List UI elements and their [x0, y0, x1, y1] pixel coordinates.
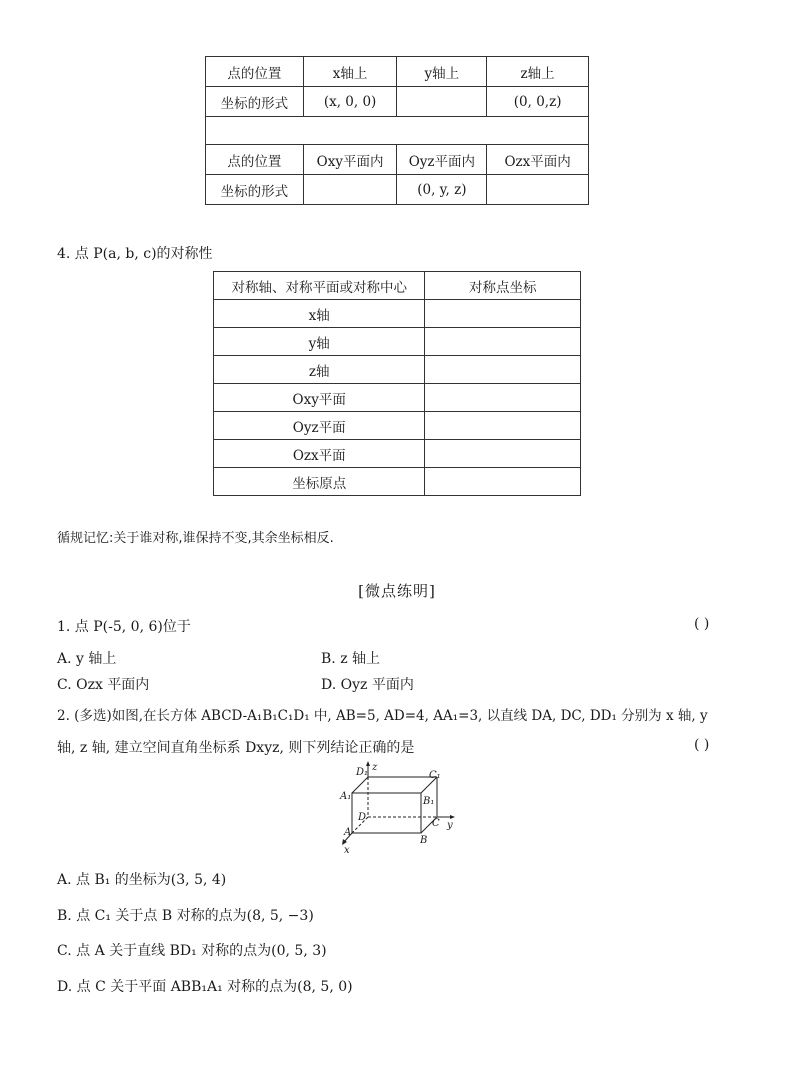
practice-title: [微点练明]: [358, 582, 436, 600]
table-cell: y轴: [214, 328, 425, 356]
label-b: B: [420, 835, 428, 846]
q2-option-b: B. 点 C₁ 关于点 B 对称的点为(8, 5, −3): [57, 908, 314, 924]
table-header-cell: 对称轴、对称平面或对称中心: [214, 272, 425, 300]
table-cell-empty: [425, 412, 581, 440]
table-cell: (0, y, z): [397, 175, 487, 205]
table-cell: 点的位置: [206, 57, 304, 87]
table-cell: Oyz平面内: [397, 145, 487, 175]
table-cell: 坐标原点: [214, 468, 425, 496]
q1-option-c: C. Ozx 平面内: [57, 677, 150, 693]
table-header-cell: 对称点坐标: [425, 272, 581, 300]
answer-blank: ( ): [694, 737, 710, 753]
table-cell-empty: [425, 440, 581, 468]
q2-option-a: A. 点 B₁ 的坐标为(3, 5, 4): [57, 872, 227, 888]
question-1-stem: 1. 点 P(-5, 0, 6)位于: [57, 619, 191, 635]
table-blank-row: [206, 117, 589, 145]
table-cell: (0, 0,z): [487, 87, 589, 117]
q1-option-a: A. y 轴上: [57, 651, 117, 667]
label-c: C: [432, 818, 440, 829]
label-y: y: [447, 820, 453, 831]
table-cell-empty: [425, 328, 581, 356]
cuboid-figure: [330, 760, 470, 860]
table-cell-empty: [425, 468, 581, 496]
table-cell: 点的位置: [206, 145, 304, 175]
table-cell: Oxy平面: [214, 384, 425, 412]
table-cell: x轴上: [303, 57, 397, 87]
table-cell: z轴上: [487, 57, 589, 87]
label-a1: A₁: [340, 791, 352, 802]
table-cell: [487, 175, 589, 205]
label-a: A: [344, 827, 352, 838]
q2-option-d: D. 点 C 关于平面 ABB₁A₁ 对称的点为(8, 5, 0): [57, 979, 353, 995]
table-cell: [303, 175, 397, 205]
table-cell: [397, 87, 487, 117]
q1-option-b: B. z 轴上: [321, 651, 381, 667]
table-cell: z轴: [214, 356, 425, 384]
label-z: z: [372, 762, 378, 773]
symmetry-table: [213, 271, 581, 496]
answer-blank: ( ): [694, 616, 710, 632]
label-c1: C₁: [429, 770, 441, 781]
label-x: x: [344, 845, 350, 856]
label-d: D: [358, 812, 367, 823]
table-cell: Oxy平面内: [303, 145, 397, 175]
table-cell: 坐标的形式: [206, 87, 304, 117]
table-cell-empty: [425, 356, 581, 384]
edge-a1d1: [352, 777, 368, 793]
section-4-title: 4. 点 P(a, b, c)的对称性: [57, 246, 213, 262]
table-cell: Ozx平面: [214, 440, 425, 468]
q2-option-c: C. 点 A 关于直线 BD₁ 对称的点为(0, 5, 3): [57, 943, 327, 959]
label-d1: D₁: [356, 767, 369, 778]
table-cell: (x, 0, 0): [303, 87, 397, 117]
coordinate-form-table: [205, 56, 589, 205]
table-cell: x轴: [214, 300, 425, 328]
question-2-stem-line2: 轴, z 轴, 建立空间直角坐标系 Dxyz, 则下列结论正确的是: [57, 740, 415, 756]
table-cell: 坐标的形式: [206, 175, 304, 205]
table-cell-empty: [425, 384, 581, 412]
memory-note: 循规记忆:关于谁对称,谁保持不变,其余坐标相反.: [57, 531, 334, 546]
question-2-stem-line1: 2. (多选)如图,在长方体 ABCD-A₁B₁C₁D₁ 中, AB=5, AD=4, AA₁=3, 以直线 DA, DC, DD₁ 分别为 x 轴, y: [57, 708, 708, 724]
table-cell-empty: [425, 300, 581, 328]
label-b1: B₁: [423, 796, 435, 807]
table-cell: Oyz平面: [214, 412, 425, 440]
q1-option-d: D. Oyz 平面内: [321, 677, 414, 693]
z-axis-arrow: [366, 761, 370, 766]
table-cell: y轴上: [397, 57, 487, 87]
y-axis-arrow: [450, 815, 455, 819]
table-cell: Ozx平面内: [487, 145, 589, 175]
